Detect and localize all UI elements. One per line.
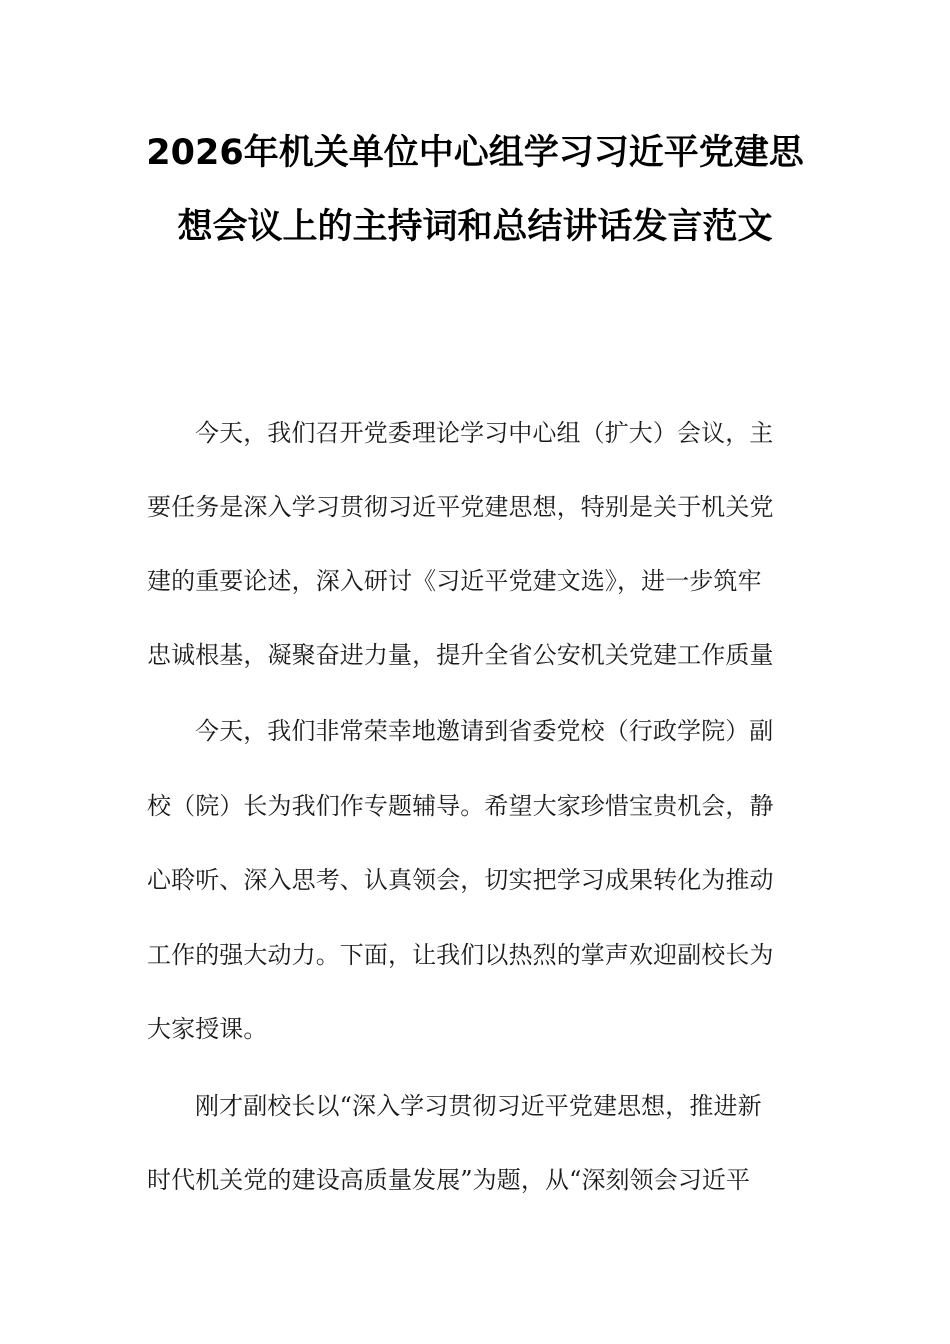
paragraph-2-line-5: 大家授课。	[147, 1015, 268, 1043]
paragraph-1-line-3: 建的重要论述，深入研讨《习近平党建文选》，进一步筑牢	[147, 567, 762, 595]
paragraph-1-line-4: 忠诚根基，凝聚奋进力量，提升全省公安机关党建工作质量	[147, 641, 774, 669]
paragraph-1-line-2: 要任务是深入学习贯彻习近平党建思想，特别是关于机关党	[147, 493, 774, 521]
document-title-line-2: 想会议上的主持词和总结讲话发言范文	[177, 207, 773, 247]
paragraph-3-line-1: 刚才副校长以“深入学习贯彻习近平党建思想，推进新	[195, 1092, 762, 1120]
paragraph-2-line-2: 校（院）长为我们作专题辅导。希望大家珍惜宝贵机会，静	[147, 792, 774, 820]
paragraph-2-line-1: 今天，我们非常荣幸地邀请到省委党校（行政学院）副	[195, 717, 774, 745]
paragraph-3-line-2: 时代机关党的建设高质量发展”为题，从“深刻领会习近平	[147, 1166, 751, 1194]
document-title-line-1: 2026年机关单位中心组学习习近平党建思	[146, 133, 804, 173]
paragraph-2-line-4: 工作的强大动力。下面，让我们以热烈的掌声欢迎副校长为	[147, 941, 774, 969]
paragraph-2-line-3: 心聆听、深入思考、认真领会，切实把学习成果转化为推动	[147, 866, 774, 894]
paragraph-1-line-1: 今天，我们召开党委理论学习中心组（扩大）会议，主	[195, 419, 774, 447]
